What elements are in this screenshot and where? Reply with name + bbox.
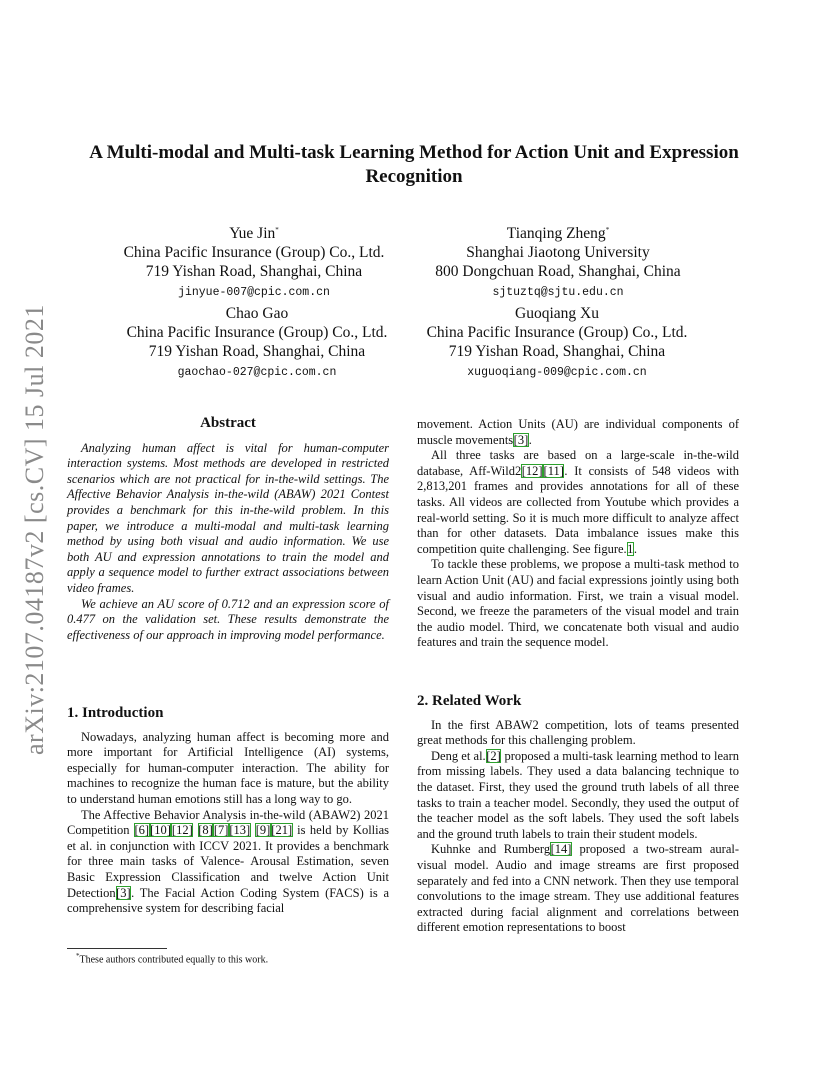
body-paragraph [417,842,739,936]
equal-contribution-mark: * [275,226,279,234]
citation-link[interactable]: [21] [271,823,293,838]
author-block [104,221,404,305]
citation-link[interactable]: [3] [513,432,529,447]
paragraph-text: is held by Kollias et al. in conjunction with ICCV 2021. It provides a benchmark for three main tasks of Valence- Arousal Estimation, seven Basic Expression Classification and twelve Action Unit Detection [67,823,390,900]
author-address: 800 Dongchuan Road, Shanghai, China [435,263,681,281]
paragraph-text: Kuhnke and Rumberg [431,842,551,857]
footnote-mark: * [76,952,80,960]
author-address: 719 Yishan Road, Shanghai, China [448,343,666,360]
body-paragraph [417,749,739,843]
paragraph-text: proposed a multi-task learning method to learn from missing labels. They used a data balancing technique to the dataset. First, they used the ground truth labels of all three tasks to train a teacher model. Secondly, they used the output of the teacher model as the soft labels. They used the soft labels and the ground truth labels to train their student models. [417,748,740,841]
paragraph-text: . [633,541,638,556]
paragraph-text: movement. Action Units (AU) are individual components of muscle movements [417,417,739,447]
paragraph-text: Deng et al. [431,748,486,763]
right-column [417,417,739,651]
paragraph-text: The Affective Behavior Analysis in-the-wild (ABAW2) 2021 Competition [67,807,389,838]
paragraph-text: . It consists of 548 videos with 2,813,201 frames and provides annotations for all of these tasks. All videos are collected from Youtube which provides a real-world setting. So it is much more difficult to analyze affect than for other datasets. Data imbalance issues make this competition quite challenging. See figure. [417,463,739,556]
author-block [397,304,717,385]
citation-link[interactable]: [12] [171,823,193,838]
citation-link[interactable]: [3] [116,885,131,900]
footnote-text: These authors contributed equally to this work. [79,954,269,966]
paragraph-text: . The Facial Action Coding System (FACS) is a comprehensive system for describing facial [67,885,389,916]
equal-contribution-mark: * [605,226,610,234]
citation-link[interactable]: [6] [134,823,150,838]
citation-link[interactable]: [10] [150,823,171,838]
author-address: 719 Yishan Road, Shanghai, China [148,343,366,360]
citation-link[interactable]: [2] [486,748,501,763]
author-block [97,304,417,385]
abstract-heading: Abstract [200,415,256,431]
body-paragraph [417,417,739,448]
footnote [76,952,268,965]
author-name: Tianqing Zheng [506,225,606,243]
author-address: 719 Yishan Road, Shanghai, China [145,263,363,281]
citation-link[interactable]: [8] [198,823,213,838]
figure-link[interactable]: 1 [627,541,634,556]
body-paragraph [67,808,389,917]
author-affiliation: China Pacific Insurance (Group) Co., Ltd. [426,324,688,341]
author-affiliation: Shanghai Jiaotong University [466,244,650,262]
author-email: gaochao-027@cpic.com.cn [177,366,337,379]
author-email: sjtuztq@sjtu.edu.cn [492,286,624,300]
arxiv-identifier-text: arXiv:2107.04187v2 [cs.CV] 15 Jul 2021 [20,304,49,755]
introduction-section [67,706,389,917]
body-paragraph: To tackle these problems, we propose a multi-task method to learn Action Unit (AU) and facial expressions jointly using both visual and audio information. First, we train a visual model. Second, we freeze the parameters of the visual model and train the audio model. Third, we concatenate both visual and audio features and train the sequence model. [417,557,739,650]
body-paragraph [417,448,739,557]
left-column [67,416,389,643]
citation-link[interactable]: [7] [213,823,229,838]
abstract-paragraph: Analyzing human affect is vital for human-computer interaction systems. Most methods are developed in restricted scenarios which are not practical for in-the-wild settings. The Affective Behavior Analysis in-the-wild (ABAW) 2021 Contest provides a benchmark for this in-the-wild problem. In this paper, we introduce a multi-modal and multi-task learning method by using both visual and audio information. We use both AU and expression annotations to train the model and apply a sequence model to further extract associations between video frames. [67,440,389,595]
author-block [408,221,708,305]
author-email: jinyue-007@cpic.com.cn [178,286,330,300]
paragraph-text: . [528,432,532,447]
section-heading: 2. Related Work [417,693,522,709]
citation-link[interactable]: [12] [521,463,543,478]
paper-title: A Multi-modal and Multi-task Learning Method for Action Unit and Expression Recognition [89,142,739,187]
author-affiliation: China Pacific Insurance (Group) Co., Ltd. [126,324,388,341]
body-paragraph: In the first ABAW2 competition, lots of teams presented great methods for this challenging problem. [417,717,739,748]
author-name: Guoqiang Xu [515,305,599,322]
citation-link[interactable]: [9] [255,823,271,838]
author-name: Yue Jin [229,225,276,243]
author-affiliation: China Pacific Insurance (Group) Co., Ltd. [123,244,385,262]
section-heading: 1. Introduction [67,705,164,721]
footnote-divider [67,948,167,949]
author-name: Chao Gao [225,305,289,322]
paragraph-text: All three tasks are based on a large-scale in-the-wild database, Aff-Wild2 [417,448,739,478]
related-work-section [417,694,739,936]
citation-link[interactable]: [13] [229,823,251,838]
body-paragraph: Nowadays, analyzing human affect is becoming more and more important for Artificial Intelligence (AI) systems, especially for human-computer interaction. The ability for machines to recognize the human face is mature, but the ability to understand human emotions still has a long way to go. [67,729,389,806]
citation-link[interactable]: [14] [550,842,572,857]
author-email: xuguoqiang-009@cpic.com.cn [467,366,647,379]
citation-link[interactable]: [11] [543,463,564,478]
paragraph-text: proposed a two-stream aural-visual model. Audio and image streams are first proposed separately and fed into a CNN network. Then they use temporal convolutions to the image stream. They use additional features extracted during facial alignment and correlations between different emotion representations to boost [417,842,740,935]
abstract-paragraph: We achieve an AU score of 0.712 and an expression score of 0.477 on the validation set. These results demonstrate the effectiveness of our approach in improving model performance. [67,596,389,642]
